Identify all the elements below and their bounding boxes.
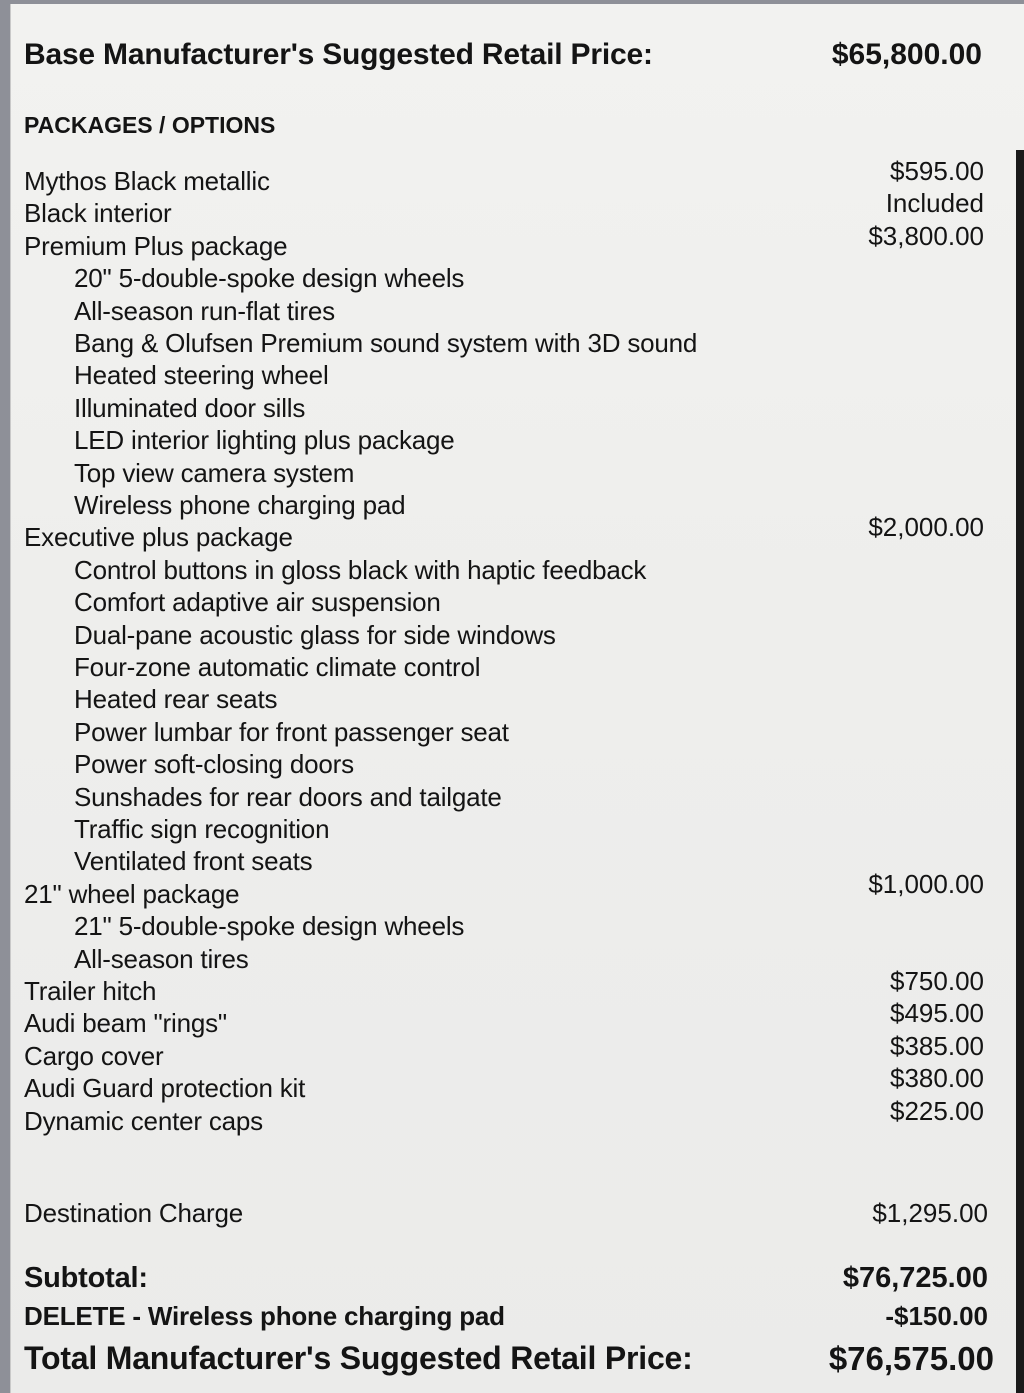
price-sheet [10,4,1024,1393]
delete-price: -$150.00 [885,1301,988,1331]
option-label: 21" wheel package [24,878,240,909]
option-feature-label: All-season run-flat tires [74,295,335,326]
option-feature-label: Power soft-closing doors [74,749,354,780]
option-feature-label: Control buttons in gloss black with haptic feedback [74,554,647,585]
total-label: Total Manufacturer's Suggested Retail Price: [24,1340,693,1376]
option-feature-label: Heated rear seats [74,684,278,715]
option-label: Trailer hitch [24,976,157,1006]
option-feature-label: Power lumbar for front passenger seat [74,716,509,747]
option-price: $385.00 [890,1030,984,1061]
option-price: Included [885,188,984,219]
option-feature-label: Dual-pane acoustic glass for side windows [74,619,556,650]
destination-price: $1,295.00 [872,1198,988,1228]
option-label: Black interior [24,198,172,229]
base-price-label: Base Manufacturer's Suggested Retail Price: [24,38,653,71]
subtotal-price: $76,725.00 [842,1262,988,1294]
option-feature-label: Top view camera system [74,457,355,488]
option-label: Premium Plus package [24,230,288,261]
option-feature-label: Sunshades for rear doors and tailgate [74,781,502,812]
option-price: $595.00 [890,156,984,186]
option-price: $380.00 [890,1063,984,1094]
option-label: Executive plus package [24,522,293,553]
destination-label: Destination Charge [24,1198,243,1228]
option-feature-label: Traffic sign recognition [74,814,330,844]
option-label: Audi Guard protection kit [24,1073,306,1104]
option-price: $495.00 [890,998,984,1029]
option-label: Mythos Black metallic [24,166,270,196]
base-price-value: $65,800.00 [831,38,982,71]
option-feature-label: All-season tires [74,943,249,974]
option-feature-label: Four-zone automatic climate control [74,652,481,682]
option-feature-label: Illuminated door sills [74,392,306,423]
delete-label: DELETE - Wireless phone charging pad [24,1301,505,1331]
option-label: Cargo cover [24,1040,164,1071]
option-feature-label: LED interior lighting plus package [74,425,455,456]
option-feature-label: 21" 5-double-spoke design wheels [74,911,465,942]
option-price: $225.00 [890,1095,984,1126]
option-feature-label: Comfort adaptive air suspension [74,587,441,618]
option-price: $1,000.00 [868,868,984,899]
subtotal-label: Subtotal: [24,1262,148,1294]
total-price: $76,575.00 [828,1340,994,1377]
background-edge [1016,150,1024,1393]
section-title: PACKAGES / OPTIONS [24,112,276,138]
option-label: Audi beam "rings" [24,1008,227,1039]
option-price: $3,800.00 [868,220,984,251]
option-feature-label: Bang & Olufsen Premium sound system with 3D sound [74,328,698,358]
option-feature-label: Ventilated front seats [74,846,313,877]
option-feature-label: 20" 5-double-spoke design wheels [74,263,465,294]
option-price: $750.00 [890,966,984,996]
option-price: $2,000.00 [868,512,984,543]
option-label: Dynamic center caps [24,1105,263,1136]
option-feature-label: Wireless phone charging pad [74,490,406,520]
option-feature-label: Heated steering wheel [74,360,329,391]
